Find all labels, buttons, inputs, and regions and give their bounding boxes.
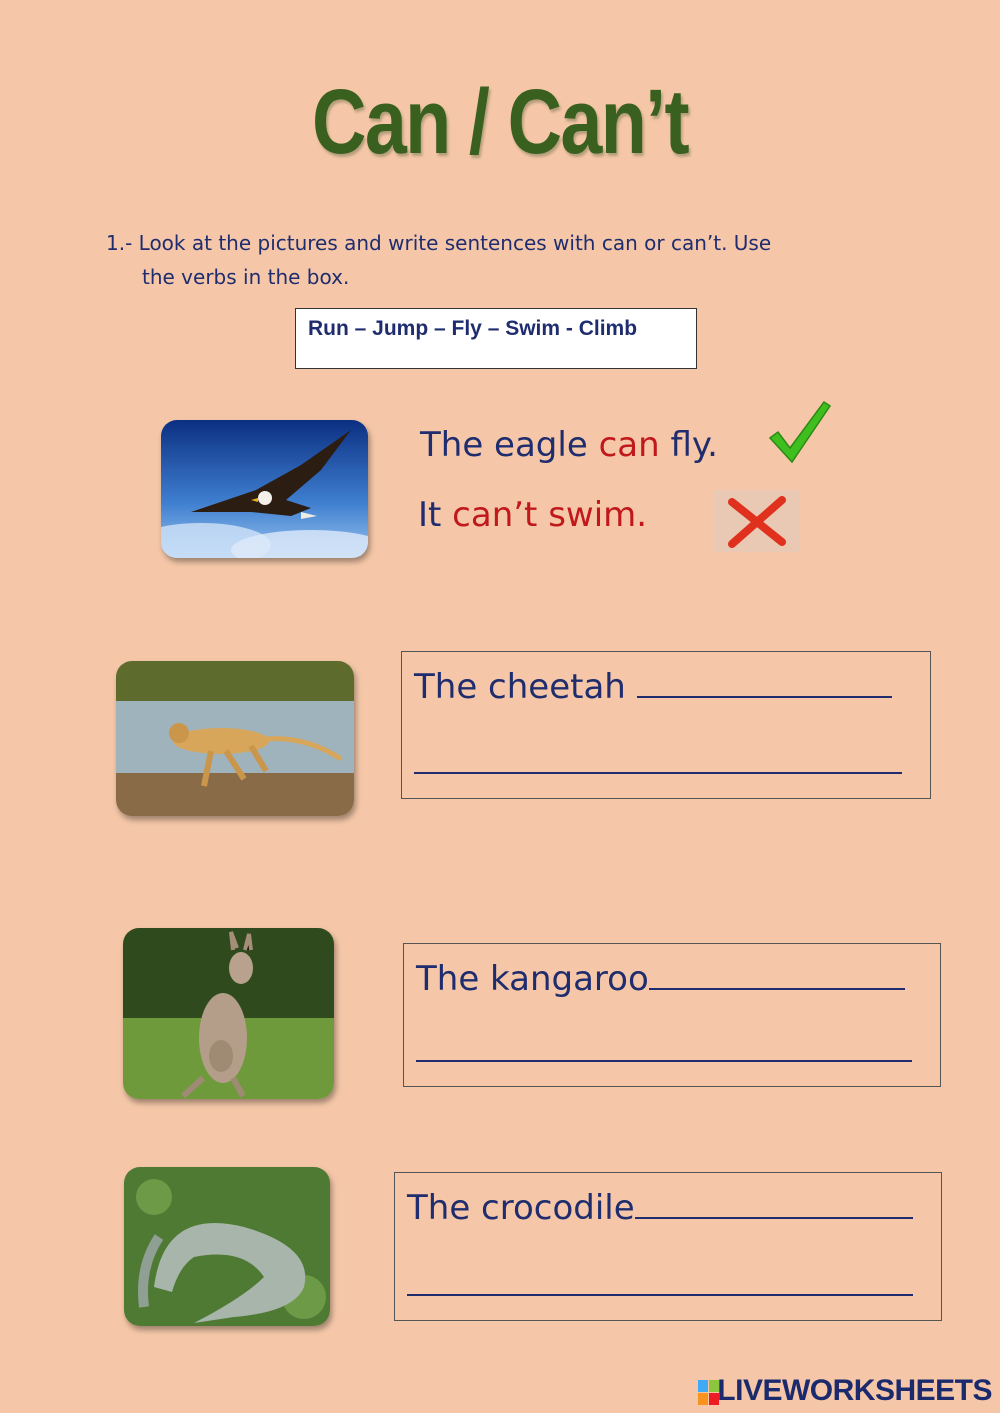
verb-box: Run – Jump – Fly – Swim - Climb xyxy=(295,308,697,369)
answer-box-cheetah xyxy=(401,651,931,799)
cheetah-image xyxy=(116,661,354,816)
example-text: The eagle xyxy=(420,425,599,465)
crocodile-prompt: The crocodile xyxy=(407,1188,635,1228)
kangaroo-prompt-line xyxy=(416,958,905,999)
worksheet-title: Can / Can’t xyxy=(312,71,688,173)
answer-blank-4[interactable] xyxy=(416,1060,912,1062)
example-text: It xyxy=(418,495,453,535)
example-text: swim. xyxy=(537,495,648,535)
liveworksheets-brand: LIVEWORKSHEETS xyxy=(717,1374,992,1407)
example-sentence-1 xyxy=(420,425,718,465)
answer-box-crocodile xyxy=(394,1172,942,1321)
answer-blank-2[interactable] xyxy=(414,772,902,774)
can-word: can xyxy=(598,425,660,465)
check-mark-icon xyxy=(766,398,832,466)
answer-blank-6[interactable] xyxy=(407,1294,913,1296)
example-sentence-2 xyxy=(418,495,647,535)
instructions xyxy=(106,226,866,294)
crocodile-image xyxy=(124,1167,330,1326)
eagle-image xyxy=(161,420,368,558)
cheetah-prompt: The cheetah xyxy=(414,667,637,707)
answer-box-kangaroo xyxy=(403,943,941,1087)
cant-word: can’t xyxy=(452,495,538,535)
cross-mark-icon xyxy=(714,490,800,552)
instructions-line1: 1.- Look at the pictures and write sentences with can or can’t. Use xyxy=(106,231,772,255)
instructions-line2: the verbs in the box. xyxy=(142,265,350,289)
crocodile-prompt-line xyxy=(407,1187,913,1228)
answer-blank-1[interactable] xyxy=(637,666,892,698)
kangaroo-image xyxy=(123,928,334,1099)
cheetah-prompt-line xyxy=(414,666,892,707)
answer-blank-5[interactable] xyxy=(635,1187,913,1219)
answer-blank-3[interactable] xyxy=(649,958,905,990)
kangaroo-prompt: The kangaroo xyxy=(416,959,649,999)
example-text: fly. xyxy=(659,425,718,465)
